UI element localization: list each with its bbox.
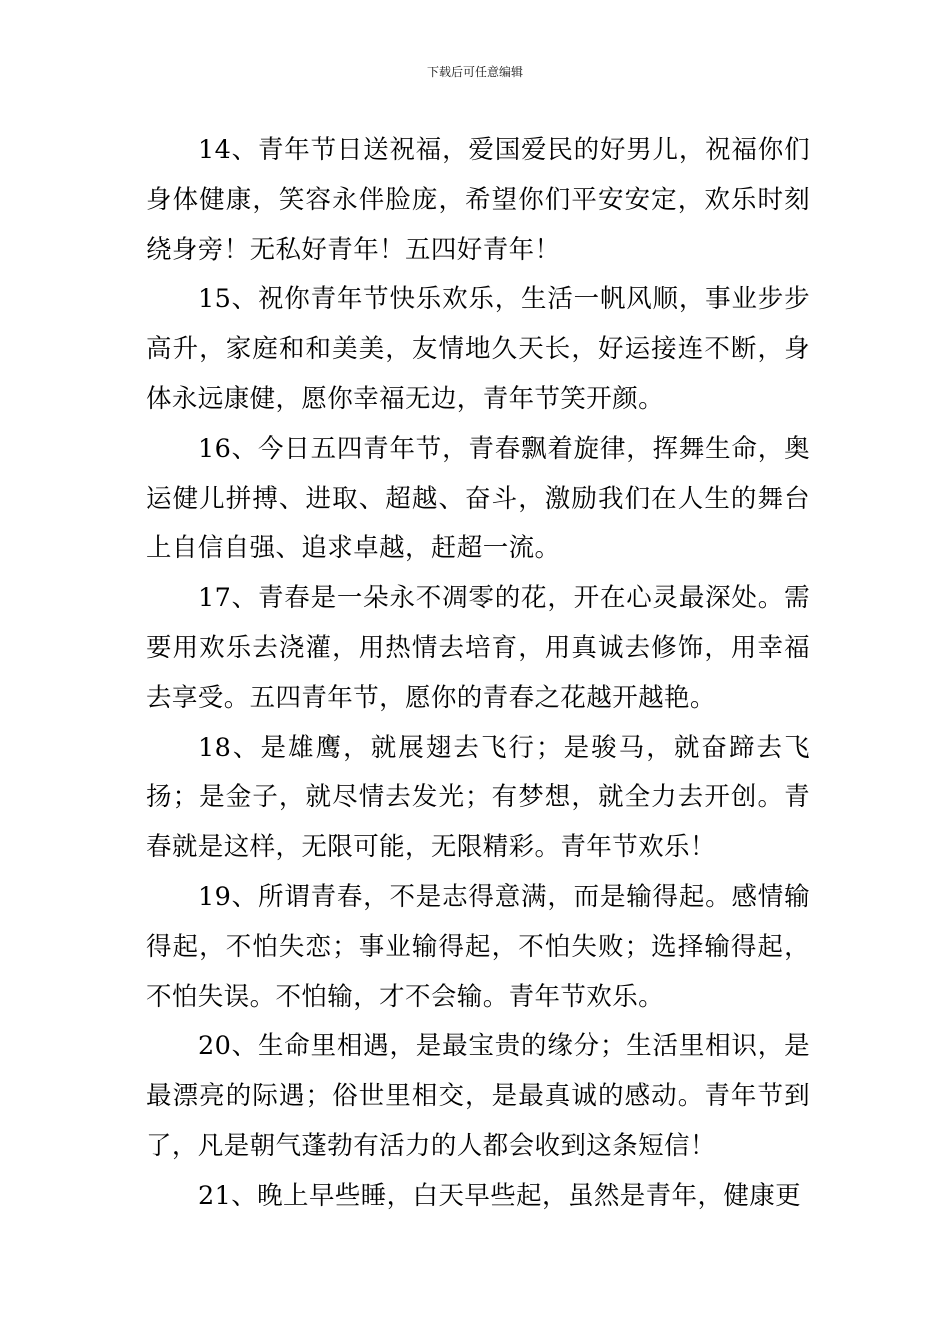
document-body (146, 126, 810, 1222)
page-header: 下载后可任意编辑 (426, 65, 523, 79)
paragraph-18: 18、是雄鹰，就展翅去飞行；是骏马，就奋蹄去飞扬；是金子，就尽情去发光；有梦想，就全力去开创。青春就是这样，无限可能，无限精彩。青年节欢乐！ (146, 732, 810, 863)
paragraph-15: 15、祝你青年节快乐欢乐，生活一帆风顺，事业步步高升，家庭和和美美，友情地久天长，好运接连不断，身体永远康健，愿你幸福无边，青年节笑开颜。 (146, 284, 810, 414)
paragraph-16: 16、今日五四青年节，青春飘着旋律，挥舞生命，奥运健儿拼搏、进取、超越、奋斗，激励我们在人生的舞台上自信自强、追求卓越，赶超一流。 (146, 433, 810, 564)
paragraph-14: 14、青年节日送祝福，爱国爱民的好男儿，祝福你们身体健康，笑容永伴脸庞，希望你们平安安定，欢乐时刻绕身旁！无私好青年！五四好青年！ (146, 135, 810, 265)
paragraph-21: 21、晚上早些睡，白天早些起，虽然是青年，健康更 (198, 1180, 802, 1211)
paragraph-19: 19、所谓青春，不是志得意满，而是输得起。感情输得起，不怕失恋；事业输得起，不怕失败；选择输得起，不怕失误。不怕输，才不会输。青年节欢乐。 (146, 881, 810, 1012)
paragraph-17: 17、青春是一朵永不凋零的花，开在心灵最深处。需要用欢乐去浇灌，用热情去培育，用真诚去修饰，用幸福去享受。五四青年节，愿你的青春之花越开越艳。 (146, 583, 810, 713)
paragraph-20: 20、生命里相遇，是最宝贵的缘分；生活里相识，是最漂亮的际遇；俗世里相交，是最真诚的感动。青年节到了，凡是朝气蓬勃有活力的人都会收到这条短信！ (146, 1031, 810, 1161)
